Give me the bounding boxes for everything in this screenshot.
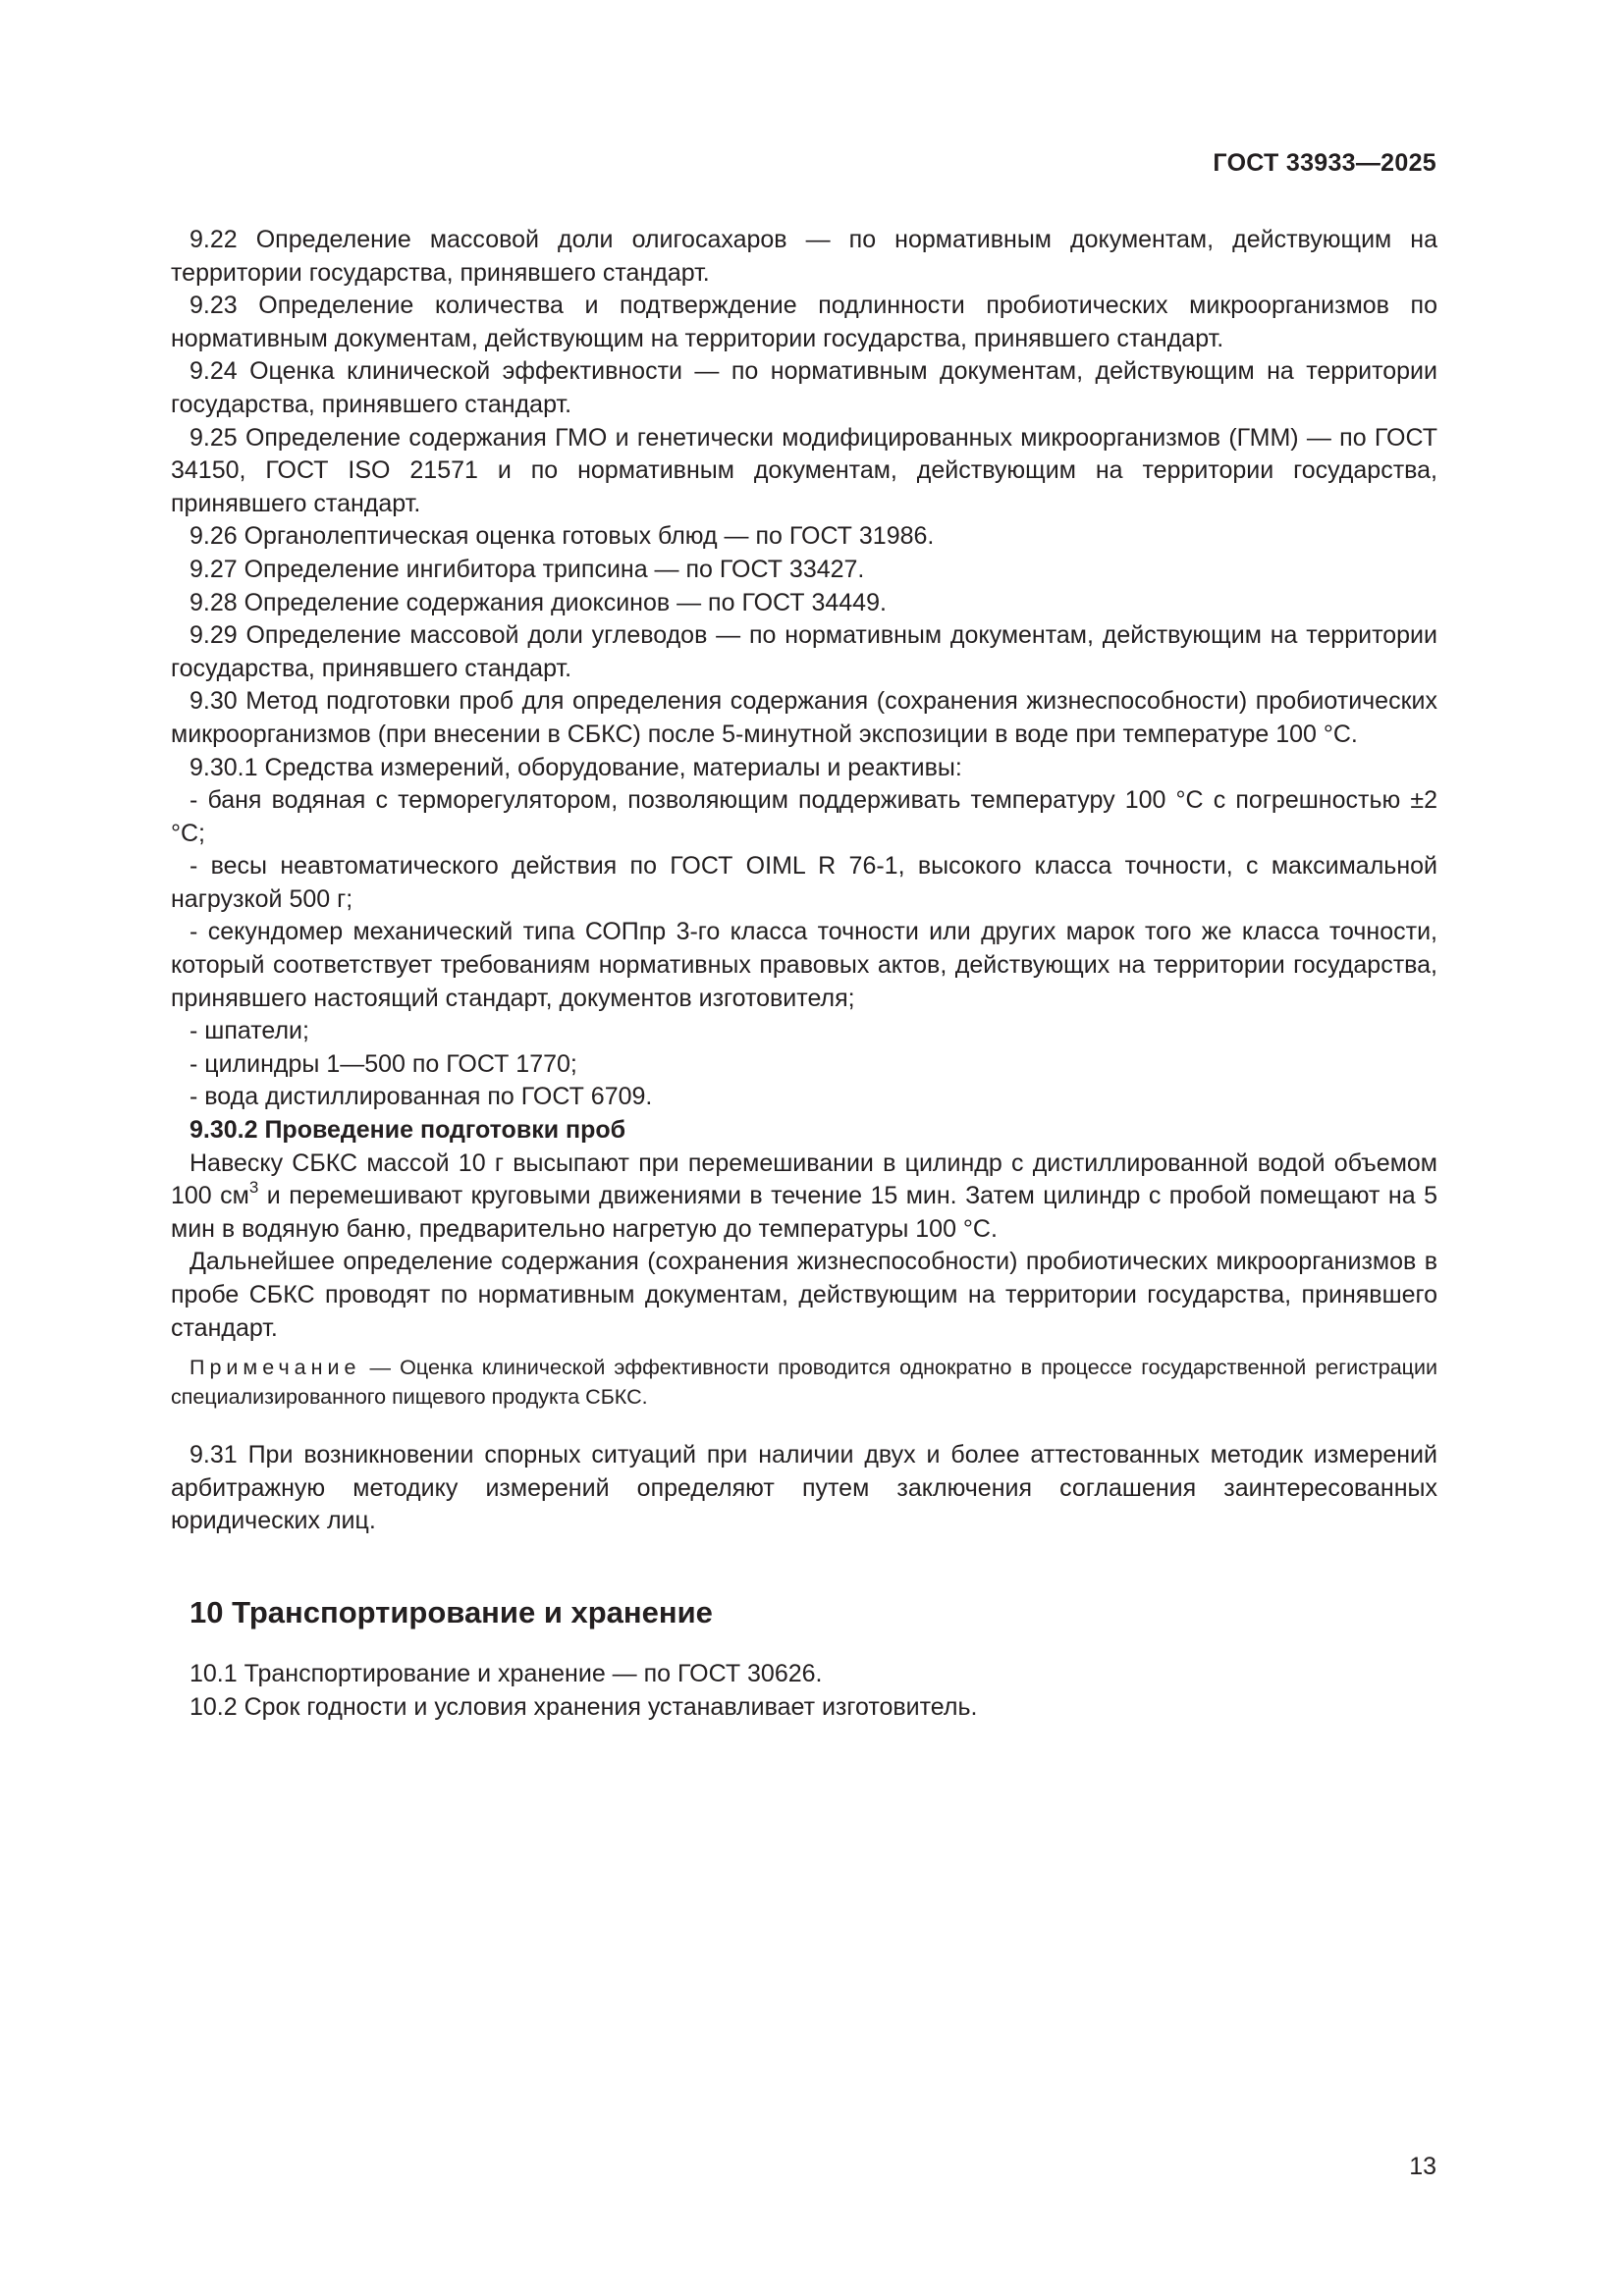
document-body: [171, 224, 1437, 1724]
subheading-9-30-2: 9.30.2 Проведение подготовки проб: [189, 1116, 626, 1145]
procedure-text-part-b: и перемешивают круговыми движениями в течение 15 мин. Затем цилиндр с пробой помещают на 5 мин в водяную баню, предварительно нагретую до температуры 100 °С.: [171, 1182, 1437, 1243]
paragraph-10-2: 10.2 Срок годности и условия хранения устанавливает изготовитель.: [189, 1692, 978, 1721]
list-item-spatulas: - шпатели;: [189, 1017, 309, 1045]
list-item-stopwatch: - секундомер механический типа СОПпр 3-го класса точности или других марок того же класса точности, который соответствует требованиям нормативных правовых актов, действующих на территории государства, принявшего настоящий стандарт, документов изготовителя;: [171, 918, 1437, 1012]
page-number: 13: [1409, 2153, 1436, 2180]
note-label: Примечание: [189, 1356, 361, 1380]
paragraph-9-30: 9.30 Метод подготовки проб для определения содержания (сохранения жизнеспособности) пробиотических микроорганизмов (при внесении в СБКС) после 5-минутной экспозиции в воде при температуре 100 °С.: [171, 687, 1437, 748]
paragraph-9-30-1: 9.30.1 Средства измерений, оборудование, материалы и реактивы:: [189, 753, 962, 781]
list-item-water-bath: - баня водяная с терморегулятором, позволяющим поддерживать температуру 100 °С с погрешностью ±2 °С;: [171, 786, 1437, 847]
paragraph-9-23: 9.23 Определение количества и подтверждение подлинности пробиотических микроорганизмов по нормативным документам, действующим на территории государства, принявшего стандарт.: [171, 292, 1437, 352]
paragraph-10-1: 10.1 Транспортирование и хранение — по ГОСТ 30626.: [189, 1659, 823, 1687]
paragraph-9-24: 9.24 Оценка клинической эффективности — по нормативным документам, действующим на территории государства, принявшего стандарт.: [171, 357, 1437, 418]
procedure-text-part-a: Навеску СБКС массой 10 г высыпают при перемешивании в цилиндр с дистиллированной водой объемом 100 см: [171, 1148, 1437, 1210]
paragraph-9-27: 9.27 Определение ингибитора трипсина — по ГОСТ 33427.: [189, 555, 865, 583]
paragraph-9-31: 9.31 При возникновении спорных ситуаций при наличии двух и более аттестованных методик измерений арбитражную методику измерений определяют путем заключения соглашения заинтересованных юридических лиц.: [171, 1441, 1437, 1535]
paragraph-9-26: 9.26 Органолептическая оценка готовых блюд — по ГОСТ 31986.: [189, 522, 935, 551]
paragraph-9-29: 9.29 Определение массовой доли углеводов — по нормативным документам, действующим на территории государства, принявшего стандарт.: [171, 621, 1437, 682]
list-item-distilled-water: - вода дистиллированная по ГОСТ 6709.: [189, 1083, 653, 1111]
section-10-title: 10 Транспортирование и хранение: [189, 1594, 713, 1629]
note: [171, 1353, 1437, 1412]
paragraph-9-22: 9.22 Определение массовой доли олигосахаров — по нормативным документам, действующим на территории государства, принявшего стандарт.: [171, 226, 1437, 287]
paragraph-further-determination: Дальнейшее определение содержания (сохранения жизнеспособности) пробиотических микроорганизмов в пробе СБКС проводят по нормативным документам, действующим на территории государства, принявшего стандарт.: [171, 1248, 1437, 1342]
cubic-superscript: 3: [248, 1177, 259, 1197]
list-item-scales: - весы неавтоматического действия по ГОСТ OIML R 76-1, высокого класса точности, с максимальной нагрузкой 500 г;: [171, 852, 1437, 913]
paragraph-9-25: 9.25 Определение содержания ГМО и генетически модифицированных микроорганизмов (ГММ) — по ГОСТ 34150, ГОСТ ISO 21571 и по нормативным документам, действующим на территории государства, принявшего стандарт.: [171, 423, 1437, 517]
note-text: — Оценка клинической эффективности проводится однократно в процессе государственной регистрации специализированного пищевого продукта СБКС.: [171, 1356, 1437, 1410]
list-item-cylinders: - цилиндры 1—500 по ГОСТ 1770;: [189, 1049, 577, 1078]
paragraph-9-28: 9.28 Определение содержания диоксинов — по ГОСТ 34449.: [189, 588, 887, 616]
paragraph-9-30-2-procedure: [171, 1148, 1437, 1247]
document-id-header: ГОСТ 33933—2025: [1213, 149, 1436, 177]
